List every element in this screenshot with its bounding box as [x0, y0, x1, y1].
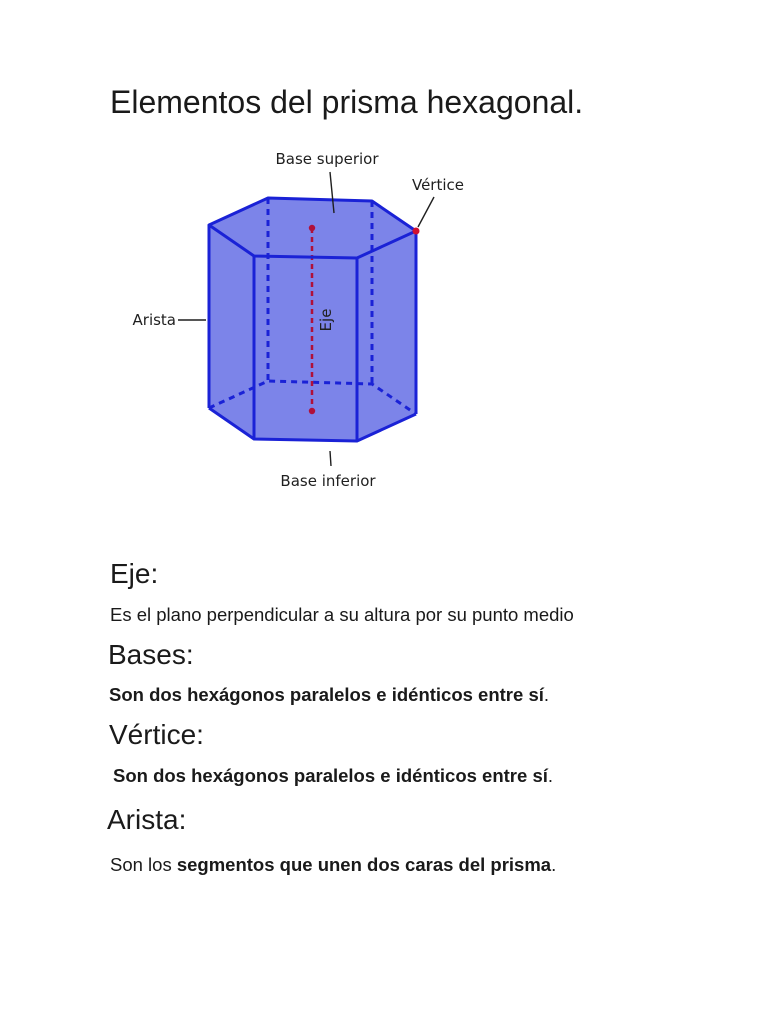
text-eje: Es el plano perpendicular a su altura por su punto medio: [110, 604, 574, 625]
vertex-point: [413, 228, 420, 235]
label-base-superior: Base superior: [275, 150, 379, 168]
hexagonal-prism-figure: [115, 140, 475, 500]
text-bases-bold: Son dos hexágonos paralelos e idénticos entre sí: [109, 684, 544, 705]
text-arista-start: Son los: [110, 854, 177, 875]
text-vertice-end: .: [547, 765, 554, 786]
heading-vertice: Vértice:: [109, 719, 204, 750]
text-arista-bold: segmentos que unen dos caras del prisma: [176, 854, 552, 875]
label-base-inferior: Base inferior: [280, 472, 376, 490]
text-arista-end: .: [551, 854, 557, 875]
text-arista: [110, 854, 556, 876]
prism-diagram: [115, 140, 475, 500]
heading-arista: Arista:: [107, 804, 187, 835]
text-bases-end: .: [543, 684, 550, 705]
left-side-face: [209, 225, 254, 439]
label-eje: Eje: [317, 308, 335, 332]
heading-bases: Bases:: [108, 639, 194, 670]
page-title: Elementos del prisma hexagonal.: [110, 84, 584, 120]
label-vertice: Vértice: [411, 176, 465, 194]
front-side-face: [254, 256, 357, 441]
axis-bottom-point: [309, 408, 315, 414]
text-bases: [109, 684, 549, 706]
text-vertice-bold: Son dos hexágonos paralelos e idénticos entre sí: [113, 765, 548, 786]
heading-eje: Eje:: [110, 558, 159, 589]
text-vertice: [113, 765, 553, 787]
axis-top-point: [309, 225, 315, 231]
label-arista: Arista: [132, 311, 176, 329]
